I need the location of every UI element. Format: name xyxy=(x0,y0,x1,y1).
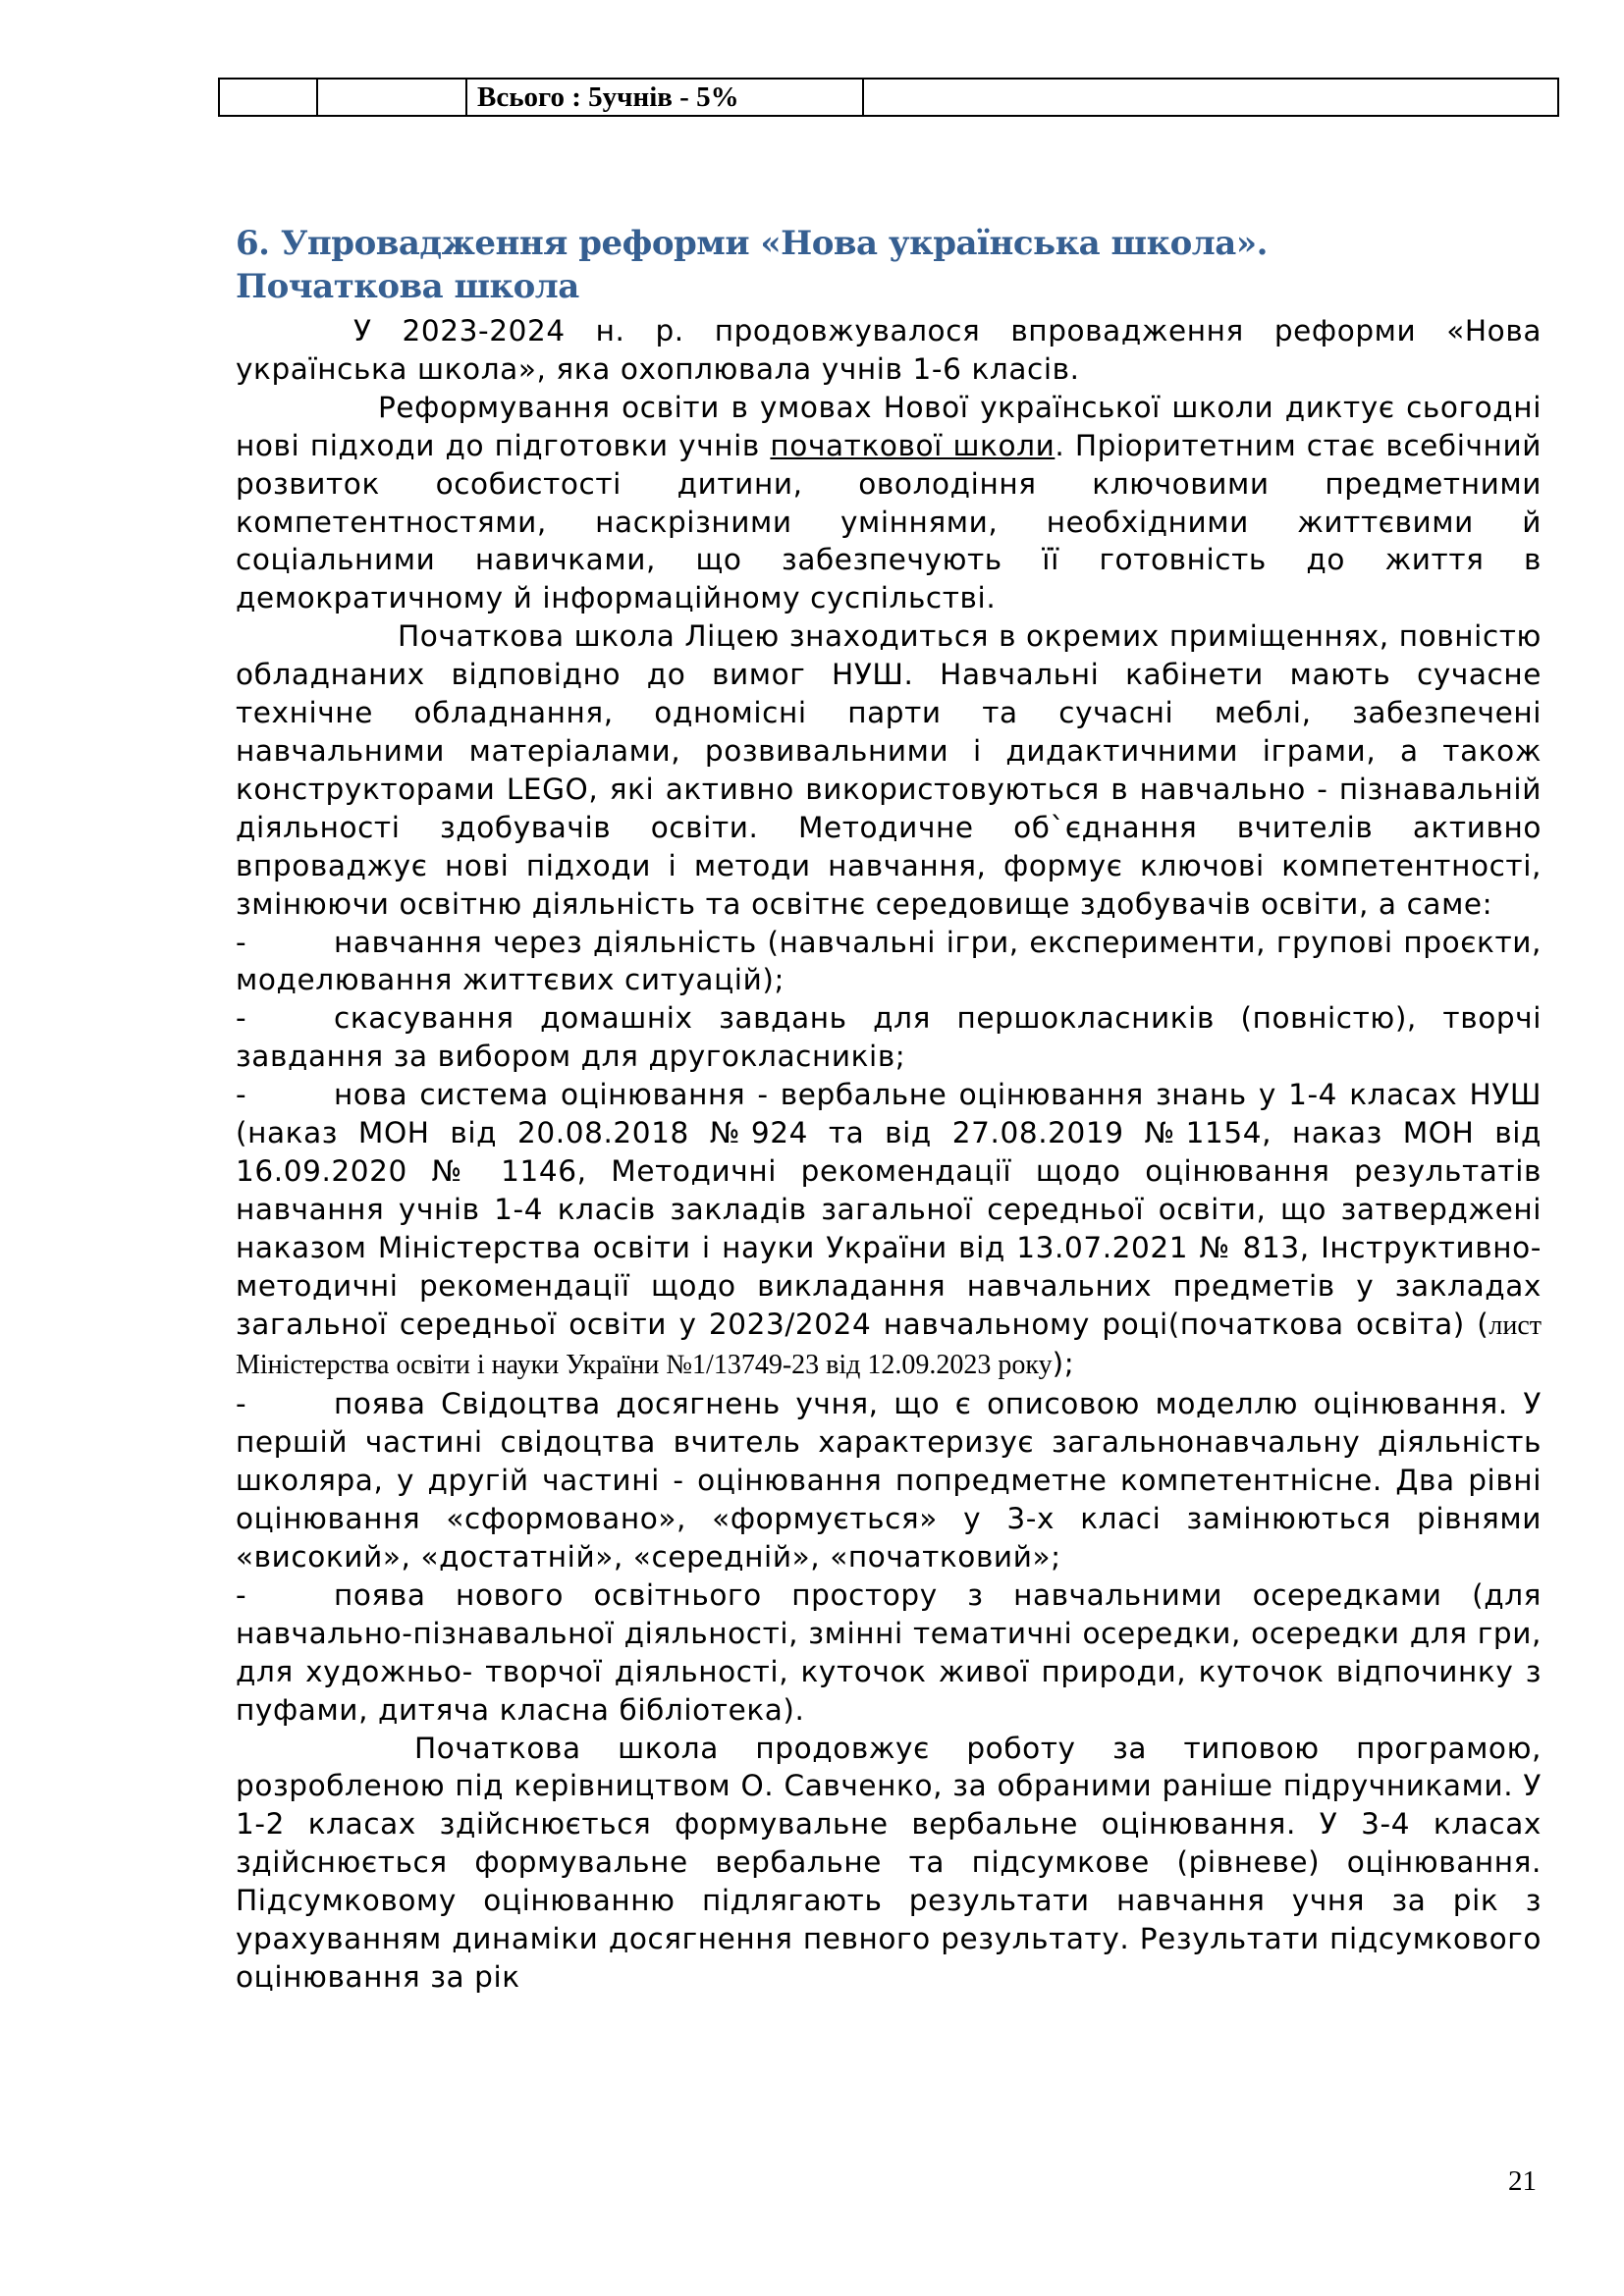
list-item-text: нова система оцінювання - вербальне оцінювання знань у 1-4 класах НУШ (наказ МОН від 20.08.2018 №924 та від 27.08.2019 №1154, наказ МОН від 16.09.2020 № 1146, Методичні рекомендації щодо оцінювання результатів навчання учнів 1-4 класів закладів загальної середньої освіти, що затверджені наказом Міністерства освіти і науки України від 13.07.2021 № 813, Інструктивно-методичні рекомендації щодо викладання навчальних предметів у закладах загальної середньої освіти у 2023/2024 навчальному році(початкова освіта) ( xyxy=(236,1078,1542,1341)
underlined-term: початкової школи xyxy=(770,428,1056,462)
paragraph-facilities: Початкова школа Ліцею знаходиться в окремих приміщеннях, повністю обладнаних відповідно до вимог НУШ. Навчальні кабінети мають сучасне технічне обладнання, одномісні парти та сучасні меблі, забезпечені навчальними матеріалами, розвивальними і дидактичними іграми, а також конструкторами LEGO, які активно використовуються в навчально - пізнавальній діяльності здобувачів освіти. Методичне об`єднання вчителів активно впроваджує нові підходи і методи навчання, формує ключові компетентності, змінюючи освітню діяльність та освітнє середовище здобувачів освіти, а саме: xyxy=(236,619,1542,921)
list-item-text: навчання через діяльність (навчальні ігри, експерименти, групові проєкти, моделювання життєвих ситуацій); xyxy=(236,925,1542,997)
bullet-marker: - xyxy=(236,1078,247,1112)
section-heading xyxy=(236,222,1551,308)
page-number: 21 xyxy=(1508,2165,1537,2197)
bullet-marker: - xyxy=(236,1577,247,1612)
paragraph-program: Початкова школа продовжує роботу за типовою програмою, розробленою під керівництвом О. Савченко, за обраними раніше підручниками. У 1-2 класах здійснюється формувальне вербальне оцінювання. У 3-4 класах здійснюється формувальне вербальне та підсумкове (рівневе) оцінювання. Підсумковому оцінюванню підлягають результати навчання учня за рік з урахуванням динаміки досягнення певного результату. Результати підсумкового оцінювання за рік xyxy=(236,1731,1542,1994)
list-item-text: скасування домашніх завдань для першокласників (повністю), творчі завдання за вибором для другокласників; xyxy=(236,1001,1542,1074)
table-row xyxy=(219,79,1558,116)
section-heading-line1: 6. Упровадження реформи «Нова українська школа». xyxy=(236,224,1268,263)
table-cell xyxy=(317,79,466,116)
list-item xyxy=(236,1076,1542,1385)
list-item-text: поява Свідоцтва досягнень учня, що є описовою моделлю оцінювання. У першій частині свідоцтва вчитель характеризує загальнонавчальну діяльність школяра, у другій частині - оцінювання попредметне компетентнісне. Два рівні оцінювання «сформовано», «формується» у 3-х класі замінюються рівнями «високий», «достатній», «середній», «початковий»; xyxy=(236,1387,1542,1574)
bullet-marker: - xyxy=(236,925,247,959)
body-text xyxy=(236,312,1542,1997)
list-item xyxy=(236,999,1542,1076)
bullet-marker: - xyxy=(236,1387,247,1421)
list-item-text: ); xyxy=(1052,1347,1075,1381)
list-item-text: поява нового освітнього простору з навчальними осередками (для навчально-пізнавальної діяльності, змінні тематичні осередки, осередки для гри, для художньо- творчої діяльності, куточок живої природи, куточок відпочинку з пуфами, дитяча класна бібліотека). xyxy=(236,1577,1542,1727)
section-heading-line2: Початкова школа xyxy=(236,267,579,306)
summary-table xyxy=(218,78,1559,117)
list-item xyxy=(236,924,1542,1000)
paragraph-reform xyxy=(236,389,1542,617)
paragraph-intro: У 2023-2024 н. р. продовжувалося впровадження реформи «Нова українська школа», яка охоплювала учнів 1-6 класів. xyxy=(236,314,1542,386)
table-cell-total: Всього : 5учнів - 5% xyxy=(466,79,863,116)
paragraph-text: Реформування освіти в умовах Нової української школи диктує сьогодні нові підходи до підготовки учнів xyxy=(236,390,1542,462)
list-item xyxy=(236,1385,1542,1576)
table-cell xyxy=(863,79,1558,116)
bullet-marker: - xyxy=(236,1001,247,1036)
list-item xyxy=(236,1576,1542,1730)
table-cell xyxy=(219,79,317,116)
reference-citation: лист Міністерства освіти і науки України №1/13749-23 від 12.09.2023 року xyxy=(236,1309,1542,1381)
paragraph-text: . Пріоритетним стає всебічний розвиток особистості дитини, оволодіння ключовими предметними компетентностями, наскрізними уміннями, необхідними життєвими й соціальними навичками, що забезпечують її готовність до життя в демократичному й інформаційному суспільстві. xyxy=(236,428,1542,615)
